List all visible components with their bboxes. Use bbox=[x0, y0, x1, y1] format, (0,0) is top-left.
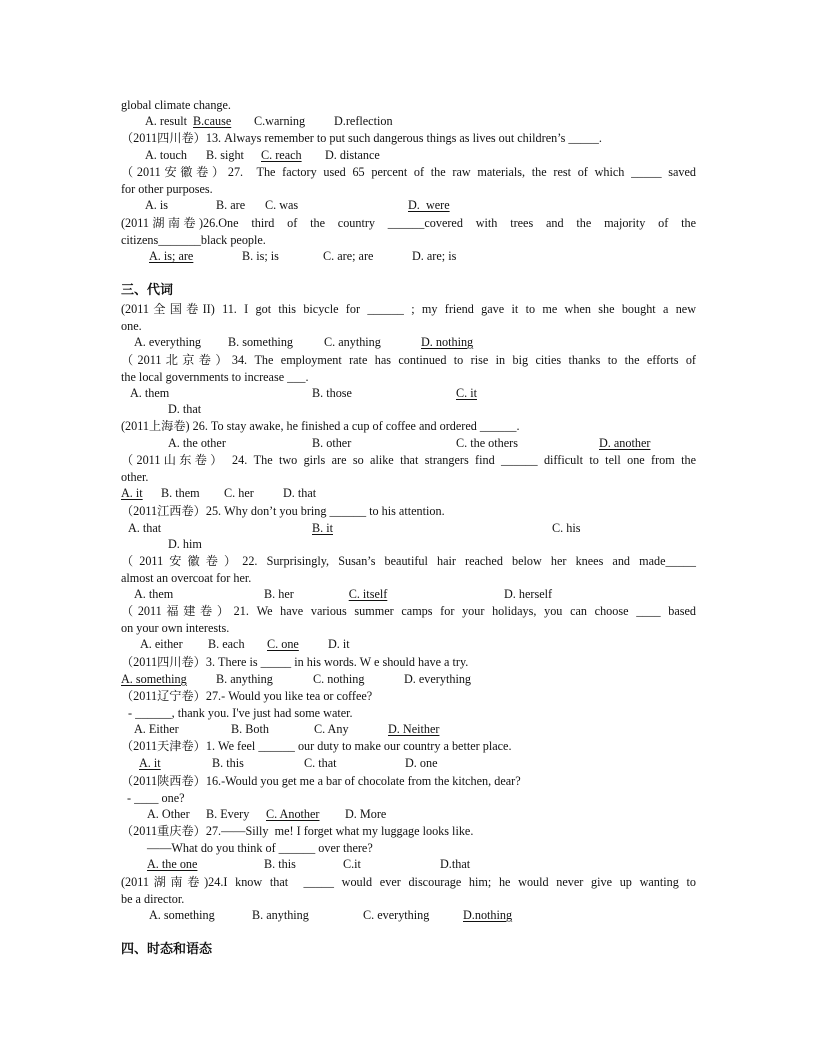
answer-option: C. Another bbox=[266, 807, 320, 821]
option-c: C. everything bbox=[363, 908, 430, 922]
question-stem: （2011重庆卷）27.——Silly me! I forget what my luggage looks like. bbox=[121, 824, 474, 838]
option-a: A. them bbox=[130, 386, 170, 400]
question-stem: the local governments to increase ___. bbox=[121, 370, 309, 384]
question-stem: (2011上海卷) 26. To stay awake, he finished a cup of coffee and ordered ______. bbox=[121, 419, 520, 433]
option-d: D.reflection bbox=[334, 114, 393, 128]
option-d: D. More bbox=[345, 807, 387, 821]
option-d: D. distance bbox=[325, 148, 380, 162]
question-stem: other. bbox=[121, 470, 149, 484]
option-c: C.warning bbox=[254, 114, 306, 128]
option-d: D. that bbox=[168, 402, 202, 416]
option-c: C. are; are bbox=[323, 249, 374, 263]
option-c: C. nothing bbox=[313, 672, 365, 686]
option-a: A. Other bbox=[147, 807, 190, 821]
answer-option: A. it bbox=[139, 756, 161, 770]
option-a: A. that bbox=[128, 521, 162, 535]
answer-option: A. it bbox=[121, 486, 143, 500]
question-stem: be a director. bbox=[121, 892, 185, 906]
option-d: D. one bbox=[405, 756, 438, 770]
option-a: A. everything bbox=[134, 335, 202, 349]
option-c: C. was bbox=[265, 198, 299, 212]
option-b: B. are bbox=[216, 198, 246, 212]
section-heading: 四、时态和语态 bbox=[121, 942, 213, 957]
question-stem: （2011天津卷）1. We feel ______ our duty to make our country a better place. bbox=[121, 739, 512, 753]
option-a: A. something bbox=[149, 908, 215, 922]
question-stem: (2011湖南卷)26.One third of the country ______covered with trees and the majority of the bbox=[121, 216, 696, 230]
answer-option: A. the one bbox=[147, 857, 198, 871]
option-b: B. those bbox=[312, 386, 352, 400]
option-b: B. this bbox=[264, 857, 296, 871]
option-a: A. Either bbox=[134, 722, 179, 736]
answer-option: A. is; are bbox=[149, 249, 194, 263]
answer-option: D. nothing bbox=[421, 335, 474, 349]
option-b: B. something bbox=[228, 335, 294, 349]
question-stem: （2011陕西卷）16.-Would you get me a bar of chocolate from the kitchen, dear? bbox=[121, 774, 521, 788]
answer-option: C. one bbox=[267, 637, 299, 651]
option-a: A. either bbox=[140, 637, 183, 651]
answer-option: C. it bbox=[456, 386, 477, 400]
option-b: B. Both bbox=[231, 722, 269, 736]
question-stem: - ____ one? bbox=[127, 791, 185, 805]
answer-option: A. something bbox=[121, 672, 187, 686]
option-d: D.that bbox=[440, 857, 471, 871]
option-b: B. them bbox=[161, 486, 200, 500]
option-b: B. each bbox=[208, 637, 245, 651]
option-a: A. touch bbox=[145, 148, 187, 162]
option-a: A. them bbox=[134, 587, 174, 601]
option-a: A. result bbox=[145, 114, 187, 128]
text-line: global climate change. bbox=[121, 98, 231, 112]
option-b: B. Every bbox=[206, 807, 250, 821]
option-c: C. his bbox=[552, 521, 581, 535]
option-d: D. are; is bbox=[412, 249, 457, 263]
question-stem: （2011江西卷）25. Why don’t you bring ______ to his attention. bbox=[121, 504, 445, 518]
answer-option: D. were bbox=[408, 198, 450, 212]
question-stem: - ______, thank you. I've just had some water. bbox=[128, 706, 353, 720]
option-c: C. her bbox=[224, 486, 254, 500]
question-stem: （2011四川卷）13. Always remember to put such dangerous things as lives out children’s _____. bbox=[121, 131, 602, 145]
option-b: B. her bbox=[264, 587, 294, 601]
answer-option: C. itself bbox=[348, 587, 388, 601]
question-stem: for other purposes. bbox=[121, 182, 213, 196]
question-stem: (2011全国卷II) 11. I got this bicycle for ______ ; my friend gave it to me when she bought a new bbox=[121, 302, 696, 316]
option-c: C. anything bbox=[324, 335, 381, 349]
answer-option: D. another bbox=[599, 436, 651, 450]
question-stem: （2011福建卷）21. We have various summer camps for your holidays, you can choose ____ based bbox=[121, 604, 696, 618]
option-a: A. the other bbox=[168, 436, 226, 450]
question-stem: （2011山东卷） 24. The two girls are so alike that strangers find ______ difficult to tell one from the bbox=[121, 453, 696, 467]
question-stem: (2011湖南卷)24.I know that _____ would ever discourage him; he would never give up wanting to bbox=[121, 875, 696, 889]
option-d: D. that bbox=[283, 486, 317, 500]
section-heading: 三、代词 bbox=[121, 283, 174, 298]
option-b: B. is; is bbox=[242, 249, 279, 263]
option-d: D. herself bbox=[504, 587, 553, 601]
option-c: C. Any bbox=[314, 722, 349, 736]
option-b: B. other bbox=[312, 436, 352, 450]
question-stem: on your own interests. bbox=[121, 621, 230, 635]
question-stem: （2011安徽卷）27. The factory used 65 percent of the raw materials, the rest of which _____ saved bbox=[121, 165, 696, 179]
answer-option: B. it bbox=[312, 521, 333, 535]
answer-option: D.nothing bbox=[463, 908, 513, 922]
question-stem: citizens_______black people. bbox=[121, 233, 266, 247]
option-d: D. everything bbox=[404, 672, 472, 686]
question-stem: （2011北京卷）34. The employment rate has continued to rise in big cities thanks to the efforts of bbox=[121, 353, 696, 367]
question-stem: ——What do you think of ______ over there? bbox=[147, 841, 373, 855]
option-c: C. that bbox=[304, 756, 337, 770]
option-c: C.it bbox=[343, 857, 361, 871]
option-b: B. this bbox=[212, 756, 244, 770]
option-d: D. him bbox=[168, 537, 202, 551]
question-stem: （2011安徽卷）22. Surprisingly, Susan’s beautiful hair reached below her knees and made_____ bbox=[121, 554, 696, 568]
option-c: C. the others bbox=[456, 436, 518, 450]
option-d: D. it bbox=[328, 637, 350, 651]
answer-option: B.cause bbox=[193, 114, 232, 128]
question-stem: （2011辽宁卷）27.- Would you like tea or coffee? bbox=[121, 689, 373, 703]
option-b: B. anything bbox=[216, 672, 273, 686]
question-stem: almost an overcoat for her. bbox=[121, 571, 252, 585]
answer-option: D. Neither bbox=[388, 722, 440, 736]
question-stem: （2011四川卷）3. There is _____ in his words. W e should have a try. bbox=[121, 655, 469, 669]
option-b: B. sight bbox=[206, 148, 244, 162]
answer-option: C. reach bbox=[261, 148, 302, 162]
question-stem: one. bbox=[121, 319, 142, 333]
option-a: A. is bbox=[145, 198, 169, 212]
option-b: B. anything bbox=[252, 908, 309, 922]
